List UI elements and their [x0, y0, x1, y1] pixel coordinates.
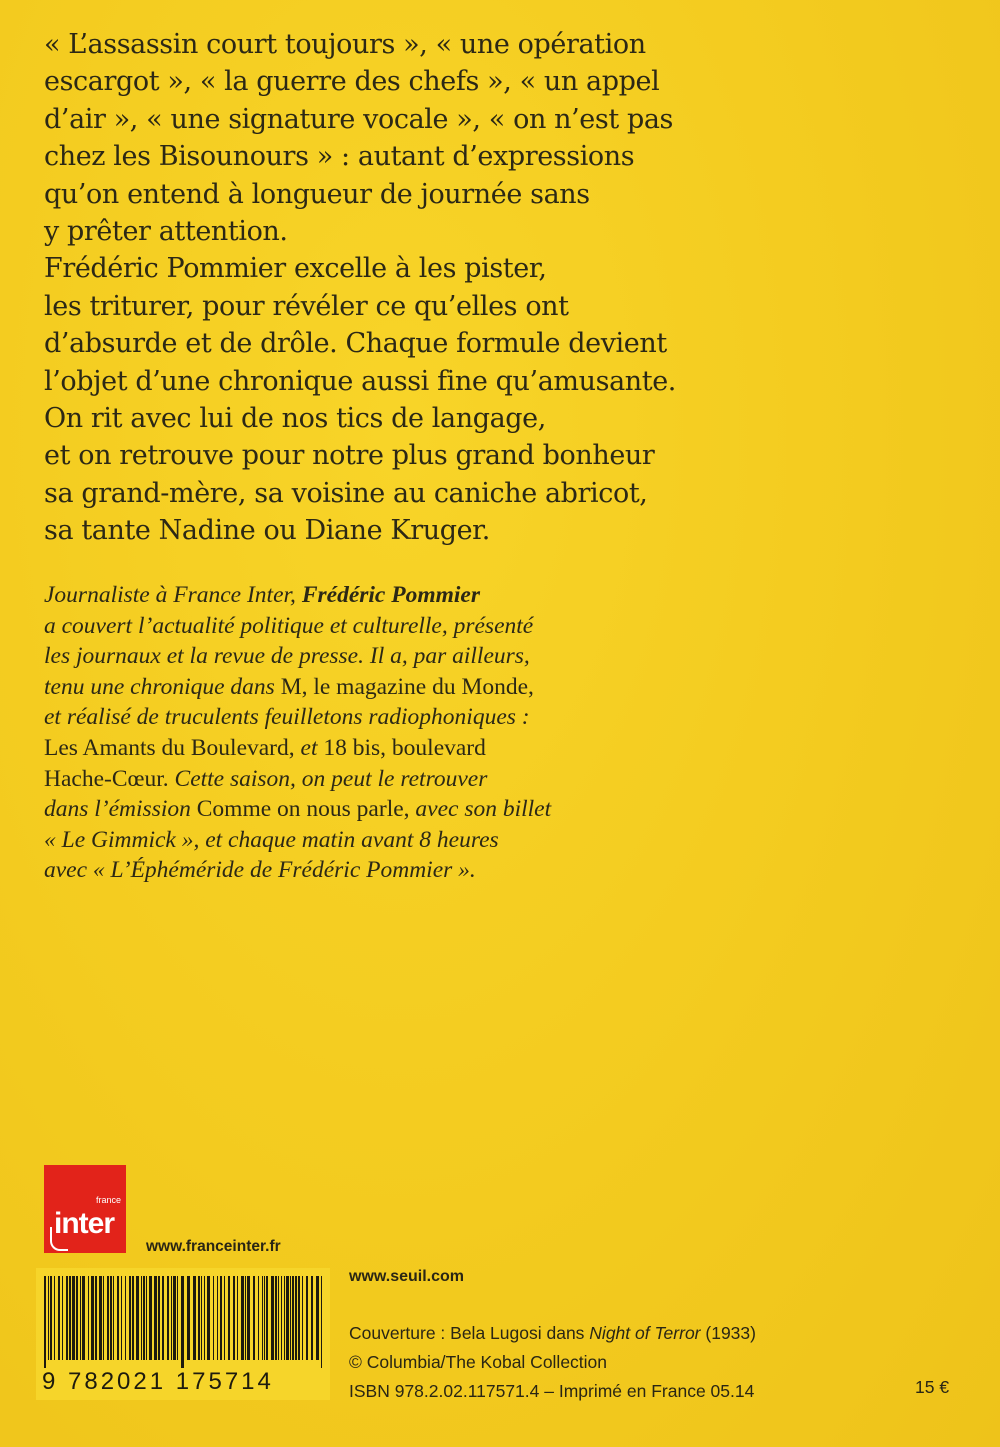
copyright-line: © Columbia/The Kobal Collection: [349, 1352, 608, 1372]
credit-year: (1933): [700, 1323, 756, 1343]
barcode-bar: [306, 1276, 308, 1360]
credits: [349, 1319, 949, 1406]
work-title: 18 bis, boulevard: [323, 734, 486, 761]
bio-line-3: les journaux et la revue de presse. Il a, par ailleurs,: [44, 643, 530, 670]
barcode-bar: [311, 1276, 313, 1360]
cover-credit: [349, 1319, 949, 1348]
barcode-bar: [143, 1276, 145, 1360]
barcode-bar: [80, 1276, 81, 1360]
barcode-bar: [62, 1276, 63, 1360]
show-title: Comme on nous parle,: [196, 796, 410, 823]
magazine-title: M, le magazine du Monde,: [280, 673, 534, 700]
barcode-bar: [66, 1276, 68, 1360]
france-inter-logo: [44, 1165, 126, 1253]
barcode-bar: [302, 1276, 303, 1360]
barcode-bar: [82, 1276, 85, 1360]
barcode-bar: [99, 1276, 102, 1360]
blurb-line: « L’assassin court toujours », « une opération: [44, 29, 646, 60]
barcode-bar: [233, 1276, 235, 1360]
barcode-bar: [321, 1276, 322, 1368]
barcode-bar: [58, 1276, 60, 1360]
barcode-bar: [129, 1276, 131, 1360]
blurb-line: et on retrouve pour notre plus grand bonheur: [44, 440, 655, 472]
bio-line-4: [44, 672, 974, 703]
logo-word: inter: [54, 1207, 115, 1240]
barcode-bar: [132, 1276, 134, 1360]
barcode-bar: [220, 1276, 222, 1360]
barcode-bar: [167, 1276, 169, 1360]
barcode-bar: [316, 1276, 319, 1360]
blurb-line: On rit avec lui de nos tics de langage,: [44, 403, 546, 435]
bio-text: dans l’émission: [44, 796, 197, 823]
blurb-line: sa grand-mère, sa voisine au caniche abricot,: [44, 477, 648, 509]
bio-line-5: et réalisé de truculents feuilletons radiophoniques :: [44, 704, 530, 731]
barcode-bar: [136, 1276, 139, 1360]
barcode-bar: [284, 1276, 285, 1360]
barcode-bar: [162, 1276, 164, 1360]
barcode-bar: [278, 1276, 279, 1360]
logo-hook-icon: [50, 1227, 68, 1251]
blurb-line: d’air », « une signature vocale », « on n’est pas: [44, 103, 673, 135]
logo-small-text: france: [96, 1195, 122, 1205]
barcode-bar: [76, 1276, 78, 1360]
barcode-bar: [113, 1276, 114, 1360]
blurb-line: d’absurde et de drôle. Chaque formule devient: [44, 328, 667, 360]
bio-line-2: a couvert l’actualité politique et culturelle, présenté: [44, 612, 534, 639]
barcode-bar: [50, 1276, 52, 1360]
author-name: Frédéric Pommier: [301, 582, 480, 608]
barcode-bar: [266, 1276, 268, 1360]
barcode-bar: [177, 1276, 178, 1360]
barcode-bar: [253, 1276, 255, 1360]
blurb-line: escargot », « la guerre des chefs », « un appel: [44, 66, 660, 98]
work-title: Hache-Cœur.: [44, 765, 169, 792]
bio-text: Cette saison, on peut le retrouver: [168, 765, 488, 792]
barcode-bar: [237, 1276, 238, 1360]
barcode-bar: [207, 1276, 210, 1360]
bio-line-7: [44, 764, 974, 795]
barcode-bar: [290, 1276, 291, 1360]
barcode-bar: [110, 1276, 112, 1360]
bio-text: avec son billet: [409, 796, 552, 823]
bio-text: tenu une chronique dans: [44, 673, 281, 700]
barcode-bar: [149, 1276, 152, 1360]
barcode-bar: [247, 1276, 250, 1360]
barcode-bar: [228, 1276, 230, 1360]
barcode-bar: [69, 1276, 71, 1360]
barcode-bar: [264, 1276, 265, 1360]
barcode-bar: [171, 1276, 172, 1360]
credit-text: Couverture : Bela Lugosi dans: [349, 1323, 590, 1343]
blurb-line: Frédéric Pommier excelle à les pister,: [44, 253, 547, 285]
barcode: [36, 1268, 330, 1400]
blurb-line: sa tante Nadine ou Diane Kruger.: [44, 515, 490, 547]
author-bio: [44, 580, 974, 886]
bio-text: Journaliste à France Inter,: [44, 582, 302, 608]
back-cover-blurb: [44, 26, 974, 550]
barcode-bar: [141, 1276, 142, 1360]
barcode-bar: [44, 1276, 46, 1368]
barcode-bar: [275, 1276, 277, 1360]
bio-line-1: [44, 580, 974, 611]
barcode-bars: [42, 1276, 324, 1368]
barcode-bar: [54, 1276, 55, 1360]
barcode-bar: [95, 1276, 97, 1360]
barcode-bar: [154, 1276, 157, 1360]
bio-line-10: avec « L’Éphéméride de Frédéric Pommier ».: [44, 857, 476, 884]
barcode-bar: [281, 1276, 282, 1360]
price: 15 €: [915, 1377, 950, 1397]
barcode-bar: [271, 1276, 274, 1360]
barcode-bar: [292, 1276, 294, 1360]
barcode-bar: [213, 1276, 214, 1360]
isbn-line: ISBN 978.2.02.117571.4 – Imprimé en France 05.14: [349, 1381, 755, 1401]
barcode-bar: [201, 1276, 202, 1360]
barcode-bar: [217, 1276, 218, 1360]
bio-line-6: [44, 733, 974, 764]
blurb-line: qu’on entend à longueur de journée sans: [44, 178, 590, 210]
barcode-bar: [158, 1276, 160, 1360]
work-title: Les Amants du Boulevard,: [44, 734, 295, 761]
barcode-bar: [286, 1276, 289, 1360]
bio-line-9: « Le Gimmick », et chaque matin avant 8 heures: [44, 826, 499, 853]
barcode-bar: [181, 1276, 184, 1368]
barcode-bar: [72, 1276, 75, 1360]
barcode-bar: [198, 1276, 200, 1360]
barcode-bar: [241, 1276, 244, 1360]
film-title: Night of Terror: [589, 1323, 701, 1343]
barcode-bar: [125, 1276, 126, 1360]
blurb-line: l’objet d’une chronique aussi fine qu’amusante.: [44, 365, 676, 397]
barcode-bar: [295, 1276, 297, 1360]
barcode-bar: [146, 1276, 147, 1360]
barcode-bar: [193, 1276, 196, 1360]
seuil-url: www.seuil.com: [349, 1268, 464, 1285]
barcode-bar: [224, 1276, 225, 1360]
blurb-line: y prêter attention.: [44, 216, 288, 248]
barcode-bar: [117, 1276, 119, 1360]
barcode-bar: [173, 1276, 176, 1360]
barcode-digits: 9 782021 175714: [42, 1368, 274, 1395]
barcode-bar: [121, 1276, 122, 1360]
blurb-line: chez les Bisounours » : autant d’expressions: [44, 141, 635, 173]
barcode-bar: [88, 1276, 89, 1360]
franceinter-url: www.franceinter.fr: [146, 1238, 281, 1255]
blurb-line: les triturer, pour révéler ce qu’elles ont: [44, 290, 569, 322]
barcode-bar: [48, 1276, 49, 1360]
barcode-bar: [103, 1276, 104, 1360]
barcode-bar: [107, 1276, 109, 1360]
barcode-bar: [245, 1276, 246, 1360]
bio-text: et: [294, 734, 324, 761]
bio-line-8: [44, 794, 974, 825]
barcode-bar: [91, 1276, 94, 1360]
barcode-bar: [298, 1276, 300, 1360]
barcode-bar: [187, 1276, 190, 1360]
barcode-bar: [262, 1276, 263, 1360]
barcode-bar: [204, 1276, 205, 1360]
barcode-bar: [258, 1276, 259, 1360]
